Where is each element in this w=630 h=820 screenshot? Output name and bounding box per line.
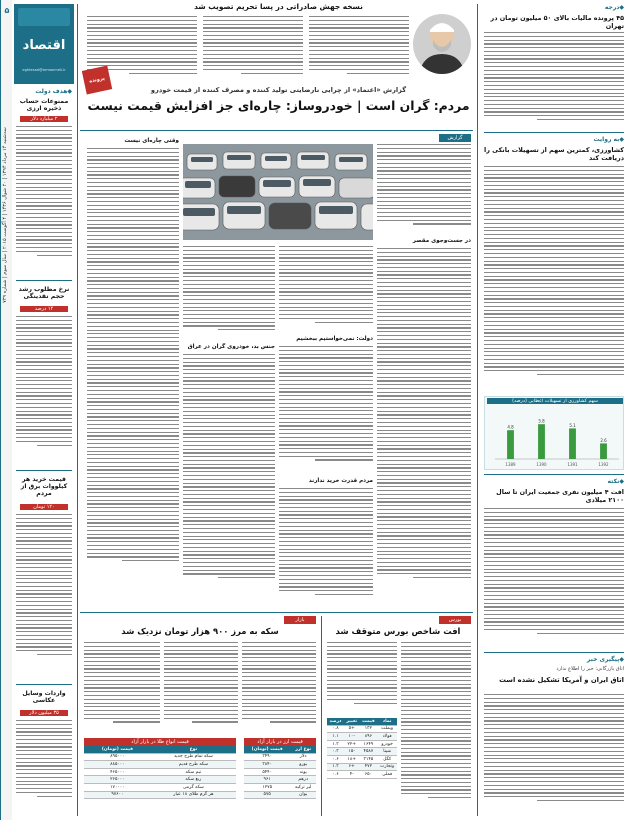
bottom-col-divider-1 bbox=[321, 616, 322, 816]
gold-row bbox=[84, 776, 236, 784]
table-cell: ۰.۳ bbox=[327, 748, 344, 756]
top-story-col2 bbox=[203, 16, 303, 82]
table-cell: ۵۴۴۰ bbox=[244, 768, 290, 776]
right-text-4 bbox=[484, 694, 624, 814]
right-headline-2: کشاورزی، کمترین سهم از تسهیلات بانکی را دریافت کند bbox=[484, 146, 624, 162]
left-text-3 bbox=[16, 514, 72, 679]
lead-col-2a bbox=[279, 246, 373, 330]
table-cell: کگل bbox=[377, 755, 397, 763]
table-header-cell: قیمت (تومان) bbox=[244, 746, 290, 753]
parked-cars-image bbox=[183, 144, 373, 240]
lead-header bbox=[80, 75, 475, 130]
stock-row bbox=[327, 771, 397, 779]
lead-sub-extra: مردم قدرت خرید ندارند bbox=[308, 478, 373, 484]
table-cell: ۰.۶ bbox=[327, 771, 344, 779]
table-cell: ۱۶۴۹ bbox=[359, 740, 377, 748]
table-cell: ۸۹۶ bbox=[359, 733, 377, 741]
right-text-2 bbox=[484, 166, 624, 394]
left-sub-2: ۱۴ درصد bbox=[20, 306, 68, 312]
chart-box bbox=[484, 396, 624, 470]
table-cell: سکه تمام طرح جدید bbox=[151, 753, 236, 761]
right-text-1 bbox=[484, 32, 624, 128]
currency-row bbox=[244, 776, 316, 784]
currency-row bbox=[244, 761, 316, 769]
left-text-1 bbox=[16, 126, 72, 276]
left-divider-3 bbox=[16, 684, 72, 685]
top-story bbox=[80, 0, 475, 88]
lead-col-1b bbox=[377, 248, 471, 606]
lead-col-3b bbox=[183, 354, 275, 606]
table-cell: یوان bbox=[290, 791, 316, 799]
lead-kicker: گزارش «اعتماد» از چرایی نارضایتی تولید کننده و مصرف کننده از قیمت خودرو bbox=[150, 86, 407, 94]
left-sub-4: ۳۵ میلیون دلار bbox=[20, 710, 68, 716]
top-story-col1 bbox=[309, 16, 409, 82]
left-sub-3: ۱۲۰ تومان bbox=[20, 504, 68, 510]
gold-table-title: قیمت انواع طلا در بازار آزاد bbox=[84, 738, 236, 746]
section-decor bbox=[18, 8, 70, 26]
table-cell: خودرو bbox=[377, 740, 397, 748]
table-cell: ۳۱۴۵ bbox=[359, 755, 377, 763]
left-divider-2 bbox=[16, 470, 72, 471]
table-cell: یورو bbox=[290, 761, 316, 769]
right-col-divider bbox=[477, 4, 478, 816]
table-cell: ۹۷۶۰۰ bbox=[84, 791, 151, 799]
table-cell: فولاد bbox=[377, 733, 397, 741]
table-cell: ۲۶۵۰۰۰ bbox=[84, 776, 151, 784]
table-cell: ۹۶۱ bbox=[244, 776, 290, 784]
table-cell: ۱۷۰۰۰۰ bbox=[84, 783, 151, 791]
right-divider-1 bbox=[484, 132, 624, 133]
lead-sub-right: در جست‌وجوی مقصر bbox=[412, 238, 471, 244]
right-headline-4: اتاق ایران و آمریکا تشکیل نشده است bbox=[499, 676, 624, 684]
coin-text-a bbox=[242, 642, 316, 734]
left-news-col bbox=[14, 88, 74, 818]
left-headline-2: نرخ مطلوب رشد حجم نقدینگی bbox=[18, 286, 70, 300]
currency-row bbox=[244, 753, 316, 761]
stock-row bbox=[327, 740, 397, 748]
left-headline-1: ممنوعات حساب ذخیره ارزی bbox=[19, 98, 69, 112]
chart-bar bbox=[538, 424, 545, 459]
currency-row bbox=[244, 768, 316, 776]
lead-col-1a bbox=[377, 144, 471, 232]
table-header-cell: درصد bbox=[327, 718, 344, 725]
stock-row bbox=[327, 733, 397, 741]
right-headline-1: ۴۵ پرونده مالیات بالای ۵۰ میلیون تومان در تهران bbox=[490, 14, 624, 30]
currency-row bbox=[244, 783, 316, 791]
table-cell: فملی bbox=[377, 771, 397, 779]
table-cell: ۵۷۵ bbox=[244, 791, 290, 799]
table-cell: ۶۵۰ bbox=[359, 771, 377, 779]
chart-bar bbox=[507, 430, 514, 459]
table-cell: نیم سکه bbox=[151, 768, 236, 776]
right-headline-3: افت ۴ میلیون نفری جمعیت ایران تا سال ۲۱۰۰ میلادی bbox=[496, 488, 624, 504]
left-text-2 bbox=[16, 316, 72, 466]
table-cell: هر گرم طلای ۱۸ عیار bbox=[151, 791, 236, 799]
table-cell: -۱۵ bbox=[344, 748, 360, 756]
lead-body bbox=[80, 132, 475, 610]
table-cell: ۴۵۸۷ bbox=[359, 748, 377, 756]
table-cell: ۱۳۲ bbox=[359, 725, 377, 733]
table-cell: ۱.۳ bbox=[327, 740, 344, 748]
right-tag-1: ◆ درجه bbox=[605, 4, 624, 11]
lead-headline: مردم: گران است | خودروساز: چاره‌ای جز افزایش قیمت نیست bbox=[87, 98, 470, 113]
coin-headline: سکه به مرز ۹۰۰ هزار تومان نزدیک شد bbox=[121, 626, 279, 636]
bottom-divider bbox=[80, 612, 473, 613]
left-col-divider bbox=[77, 4, 78, 816]
stock-row bbox=[327, 748, 397, 756]
section-title: اقتصاد bbox=[22, 38, 66, 53]
table-header-cell: قیمت bbox=[359, 718, 377, 725]
section-title-box bbox=[14, 4, 74, 84]
x-tick-label: 1391 bbox=[567, 462, 578, 467]
table-cell: لیر ترکیه bbox=[290, 783, 316, 791]
cars-photo bbox=[183, 144, 373, 240]
table-cell: پوند bbox=[290, 768, 316, 776]
right-tag-4: ◆ پیگیری خبر bbox=[587, 656, 624, 663]
right-text-3 bbox=[484, 508, 624, 648]
coin-text-b bbox=[164, 642, 238, 734]
left-sub-1: ۲ میلیارد دلار bbox=[20, 116, 68, 122]
chart-bar bbox=[569, 428, 576, 459]
left-tag: ◆ هدف دولت bbox=[35, 88, 72, 95]
currency-box bbox=[244, 738, 316, 799]
gold-row bbox=[84, 753, 236, 761]
currency-row bbox=[244, 791, 316, 799]
coin-story bbox=[80, 614, 320, 818]
table-cell: ۱.۳ bbox=[327, 763, 344, 771]
bar-value-label: 4.8 bbox=[507, 424, 514, 430]
gold-row bbox=[84, 768, 236, 776]
date-line: سه‌شنبه ۱۴ مرداد ۱۳۹۴ | ۲۰ شوال ۱۴۳۶ | ۴ آگوست ۲۰۱۵ | سال سوم | شماره ۷۳۹ bbox=[2, 127, 8, 303]
lead-col-4 bbox=[87, 148, 179, 606]
lead-col-2c bbox=[279, 488, 373, 606]
right-tag-2: ◆ به روایت bbox=[594, 136, 624, 143]
table-cell: ۰.۶ bbox=[327, 755, 344, 763]
table-cell: ۳۸۴۰ bbox=[244, 761, 290, 769]
right-divider-2 bbox=[484, 474, 624, 475]
stock-row bbox=[327, 763, 397, 771]
table-cell: +۱۸ bbox=[344, 755, 360, 763]
table-cell: -۴ bbox=[344, 771, 360, 779]
table-cell: وتجارت bbox=[377, 763, 397, 771]
table-header-cell: قیمت (تومان) bbox=[84, 746, 151, 753]
table-cell: دلار bbox=[290, 753, 316, 761]
lead-col-2b bbox=[279, 346, 373, 472]
coin-tag: بازار bbox=[284, 616, 316, 624]
gold-row bbox=[84, 791, 236, 799]
bourse-headline: افت شاخص بورس متوقف شد bbox=[335, 626, 461, 636]
chart-bar bbox=[600, 443, 607, 459]
chart-title: سهم کشاورزی از تسهیلات اعطایی (درصد) bbox=[487, 398, 623, 404]
bar-value-label: 5.8 bbox=[538, 418, 545, 424]
table-cell: +۶ bbox=[344, 763, 360, 771]
table-cell: ۴۷۲ bbox=[359, 763, 377, 771]
lead-sub-left: جنس بد، خودروی گران در عراق bbox=[187, 344, 275, 350]
currency-table-title: قیمت ارز در بازار آزاد bbox=[244, 738, 316, 746]
right-divider-3 bbox=[484, 652, 624, 653]
rouhani-photo bbox=[413, 14, 471, 74]
table-cell: سکه گرمی bbox=[151, 783, 236, 791]
table-cell: ۳۴۹۰ bbox=[244, 753, 290, 761]
table-header-cell: تغییر bbox=[344, 718, 360, 725]
bar-value-label: 5.1 bbox=[569, 422, 576, 428]
left-divider-1 bbox=[16, 280, 72, 281]
section-email: eghtesad@armanmeli.ir bbox=[22, 68, 66, 72]
x-tick-label: 1390 bbox=[536, 462, 547, 467]
stock-row bbox=[327, 725, 397, 733]
lead-col-3a bbox=[183, 246, 275, 338]
lead-sub-small: وقتی چاره‌ای نیست bbox=[124, 138, 179, 144]
bourse-text-b bbox=[327, 642, 397, 714]
right-column bbox=[480, 0, 628, 820]
top-story-kicker: نسخه جهش صادراتی در پسا تحریم تصویب شد bbox=[194, 2, 363, 11]
table-cell: ۸۸۵۰۰۰ bbox=[84, 761, 151, 769]
table-cell: ۴۶۵۰۰۰ bbox=[84, 768, 151, 776]
left-headline-3: قیمت خرید هر کیلووات برق از مردم bbox=[20, 476, 68, 497]
bourse-story bbox=[322, 614, 475, 818]
table-header-cell: نوع bbox=[151, 746, 236, 753]
gold-row bbox=[84, 783, 236, 791]
table-cell: ۱.۱ bbox=[327, 733, 344, 741]
gold-table bbox=[84, 746, 236, 799]
right-tag-3: ◆ نکته bbox=[608, 478, 624, 485]
page-number: ۵ bbox=[4, 6, 10, 15]
table-cell: +۵ bbox=[344, 725, 360, 733]
table-cell: ۰.۸ bbox=[327, 725, 344, 733]
gold-row bbox=[84, 761, 236, 769]
bar-value-label: 2.6 bbox=[600, 437, 607, 443]
bourse-text-a bbox=[401, 642, 471, 816]
currency-table bbox=[244, 746, 316, 799]
byline-badge: گزارش bbox=[439, 134, 471, 142]
portrait-icon bbox=[413, 14, 471, 74]
table-cell: شپنا bbox=[377, 748, 397, 756]
x-tick-label: 1392 bbox=[598, 462, 609, 467]
x-tick-label: 1389 bbox=[505, 462, 516, 467]
table-cell: ربع سکه bbox=[151, 776, 236, 784]
bourse-table bbox=[327, 718, 397, 779]
table-cell: ۱۲۷۵ bbox=[244, 783, 290, 791]
table-cell: وبملت bbox=[377, 725, 397, 733]
bar-chart bbox=[487, 407, 623, 469]
stock-table bbox=[327, 718, 397, 779]
date-strip bbox=[0, 0, 12, 820]
table-cell: ۸۹۵۰۰۰ bbox=[84, 753, 151, 761]
left-headline-4: واردات وسایل عکاسی bbox=[22, 690, 66, 704]
lead-divider bbox=[80, 130, 473, 131]
coin-text-c bbox=[84, 642, 160, 734]
gold-box bbox=[84, 738, 236, 799]
table-cell: +۲۲ bbox=[344, 740, 360, 748]
stamp-label: پرونده bbox=[88, 75, 106, 85]
lead-sub-mid: دولت: نمی‌خواستیم ببخشیم bbox=[296, 336, 373, 342]
bourse-tag: بورس bbox=[439, 616, 471, 624]
left-text-4 bbox=[16, 720, 72, 816]
left-sidebar bbox=[0, 0, 76, 820]
table-header-cell: نوع ارز bbox=[290, 746, 316, 753]
table-cell: -۱۰ bbox=[344, 733, 360, 741]
right-lead-4: اتاق بازرگانی: خبر را اطلاع ندارد bbox=[556, 666, 624, 672]
table-cell: درهم bbox=[290, 776, 316, 784]
table-header-cell: نماد bbox=[377, 718, 397, 725]
stock-row bbox=[327, 755, 397, 763]
table-cell: سکه طرح قدیم bbox=[151, 761, 236, 769]
